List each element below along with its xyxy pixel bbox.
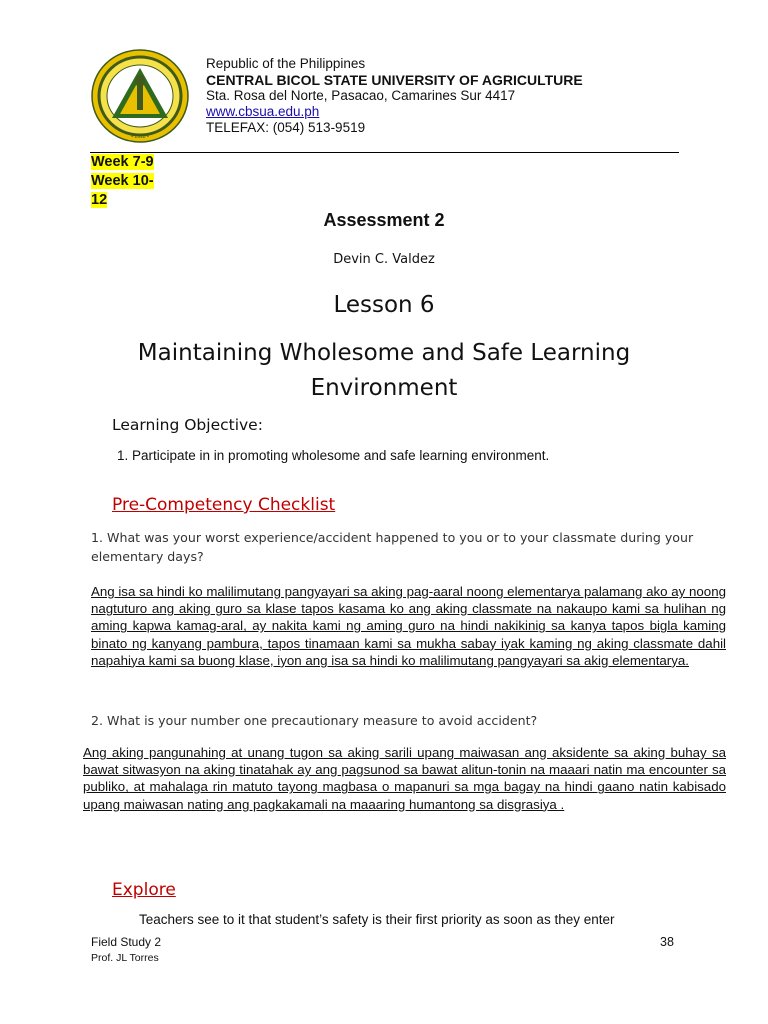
telefax: TELEFAX: (054) 513-9519	[206, 120, 366, 135]
assessment-title: Assessment 2	[323, 210, 445, 230]
page-number: 38	[660, 935, 674, 949]
week-line-3: 12	[91, 192, 108, 208]
republic-line: Republic of the Philippines	[206, 56, 366, 71]
question-1: 1. What was your worst experience/accident happened to you or to your classmate during your elementary days?	[91, 530, 694, 564]
author-name: Devin C. Valdez	[333, 252, 435, 267]
learning-objective-heading: Learning Objective:	[112, 416, 263, 434]
answer-1: Ang isa sa hindi ko malilimutang pangyayari sa aking pag-aaral noong elementarya palamang ako ay noong nagtuturo ang aking guro sa klase tapos kasama ko ang aking classmate na nakaupo kami sa hulihan ng aming kapwa kamag-aral, ay nakita kami ng aming guro na hindi nakikinig sa kanya tapos bigla kaming binato ng kanyang pambura, tapos tinamaan kami sa mukha sabay iyak kaming ng aking classmate dahil napahiya kami sa buong klase, iyon ang isa sa hindi ko malilimutang pangyayari sa akig elementarya.	[91, 584, 726, 668]
answer-2: Ang aking pangunahing at unang tugon sa aking sarili upang maiwasan ang aksidente sa aking buhay sa bawat sitwasyon na aking tinatahak ay ang pagsunod sa bawat alitun-tonin na maaari natin ma encounter sa publiko, at mahalaga rin matuto tayong magbasa o mapanuri sa mga bagay na hindi gaano natin kabisado upang maiwasan nating ang pagkakamali na maaaring humantong sa disgrasiya .	[83, 745, 726, 812]
footer	[91, 934, 161, 966]
university-address: Sta. Rosa del Norte, Pasacao, Camarines Sur 4417	[206, 88, 516, 103]
header-divider	[90, 152, 679, 153]
week-line-2: Week 10-	[91, 173, 154, 189]
explore-heading: Explore	[112, 880, 176, 900]
website-link[interactable]: www.cbsua.edu.ph	[206, 104, 320, 119]
weeks-highlight	[91, 153, 166, 210]
lesson-title: Maintaining Wholesome and Safe Learning Environment	[137, 340, 631, 401]
footer-professor: Prof. JL Torres	[91, 952, 159, 964]
university-name: CENTRAL BICOL STATE UNIVERSITY OF AGRICULTURE	[206, 72, 583, 88]
lesson-number: Lesson 6	[333, 292, 435, 318]
week-line-1: Week 7-9	[91, 154, 154, 170]
question-2: 2. What is your number one precautionary measure to avoid accident?	[91, 713, 538, 728]
letterhead	[206, 56, 583, 136]
pre-competency-heading: Pre-Competency Checklist	[112, 495, 336, 515]
explore-text: Teachers see to it that student’s safety is their first priority as soon as they enter	[139, 912, 615, 927]
objective-item: 1. Participate in in promoting wholesome and safe learning environment.	[117, 448, 550, 463]
university-seal-logo	[90, 48, 190, 144]
svg-text:• 1918 •: • 1918 •	[131, 134, 149, 140]
footer-course: Field Study 2	[91, 935, 162, 949]
